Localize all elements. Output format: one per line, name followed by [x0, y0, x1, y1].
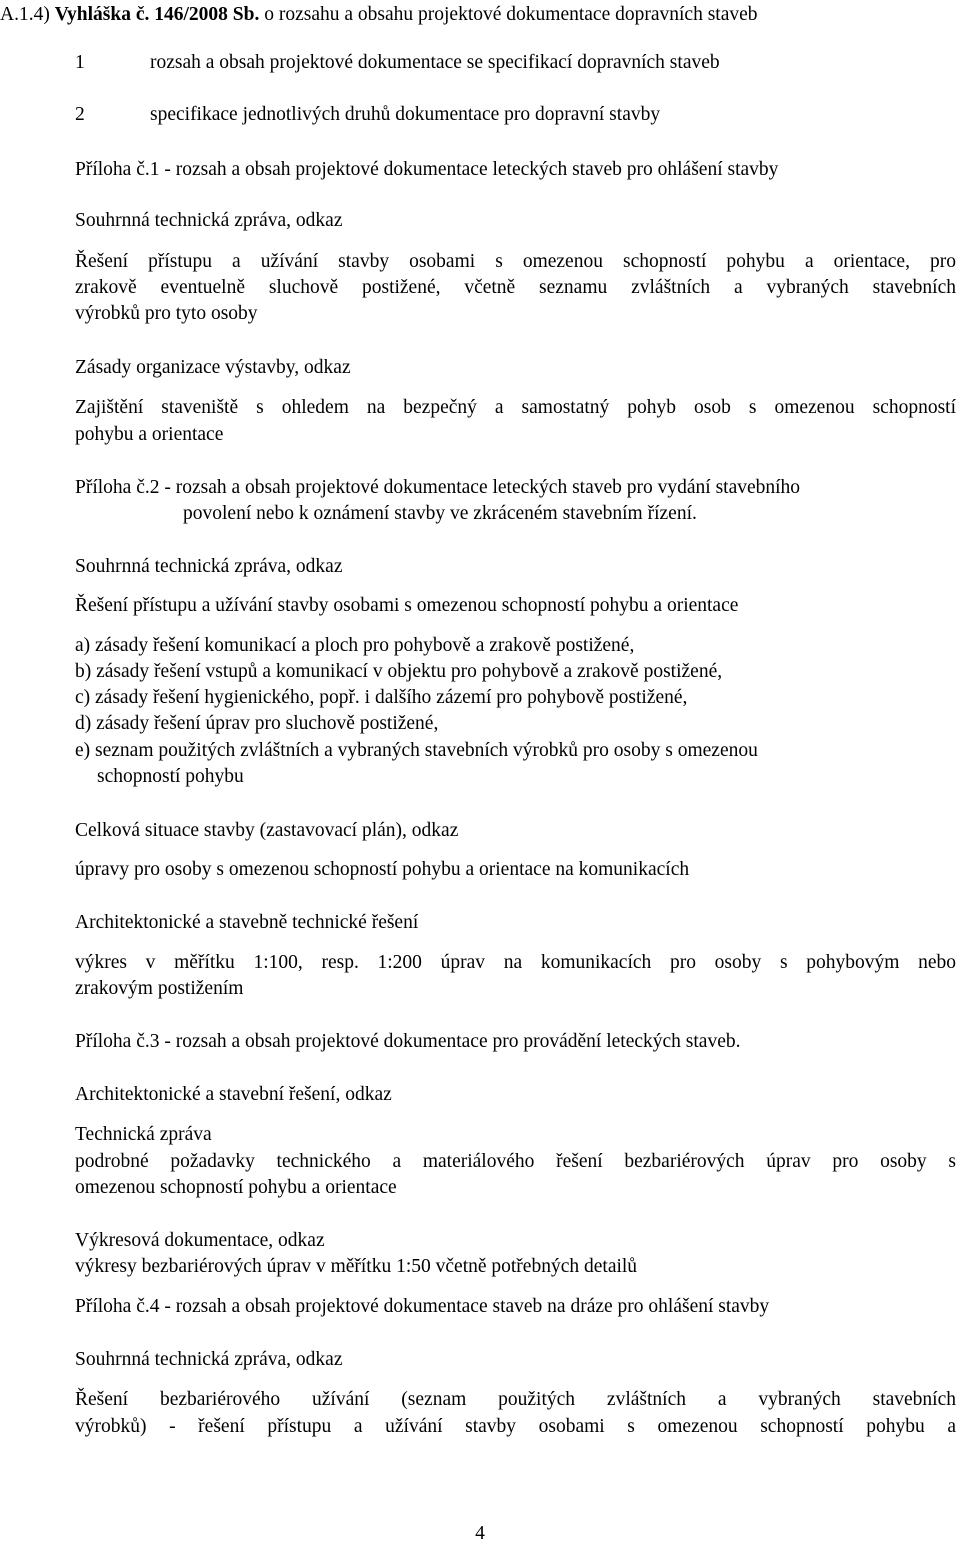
toc-item-1-number: 1	[75, 52, 85, 73]
priloha-2-section-3-line-2: zrakovým postižením	[75, 978, 244, 999]
priloha-3-section-1-line-1: podrobné požadavky technického a materiálového řešení bezbariérových úprav pro osoby s	[75, 1151, 956, 1172]
priloha-1-title: Příloha č.1 - rozsah a obsah projektové dokumentace leteckých staveb pro ohlášení stavby	[75, 159, 779, 180]
list-item-e-continuation: schopností pohybu	[97, 766, 244, 787]
priloha-1-section-1-heading: Souhrnná technická zpráva, odkaz	[75, 210, 343, 231]
priloha-3-section-2-heading: Výkresová dokumentace, odkaz	[75, 1230, 325, 1251]
priloha-4-title: Příloha č.4 - rozsah a obsah projektové dokumentace staveb na dráze pro ohlášení stavby	[75, 1296, 770, 1317]
toc-item-2-text: specifikace jednotlivých druhů dokumentace pro dopravní stavby	[150, 104, 661, 125]
toc-item-2-number: 2	[75, 104, 85, 125]
priloha-2-section-2-text: úpravy pro osoby s omezenou schopností pohybu a orientace na komunikacích	[75, 859, 690, 880]
priloha-4-section-1-line-2: výrobků) - řešení přístupu a užívání stavby osobami s omezenou schopností pohybu a	[75, 1416, 956, 1437]
priloha-3-section-2-text: výkresy bezbariérových úprav v měřítku 1:50 včetně potřebných detailů	[75, 1256, 638, 1277]
priloha-3-section-1-line-2: omezenou schopností pohybu a orientace	[75, 1177, 397, 1198]
priloha-3-title: Příloha č.3 - rozsah a obsah projektové dokumentace pro provádění leteckých staveb.	[75, 1031, 741, 1052]
priloha-2-title-line-2: povolení nebo k oznámení stavby ve zkráceném stavebním řízení.	[183, 503, 697, 524]
priloha-3-section-1-heading: Architektonické a stavební řešení, odkaz	[75, 1084, 392, 1105]
heading-rest-title: o rozsahu a obsahu projektové dokumentace dopravních staveb	[264, 4, 758, 25]
priloha-1-section-1-line-2: zrakově eventuelně sluchově postižené, včetně seznamu zvláštních a vybraných stavebních	[75, 277, 956, 298]
priloha-1-section-2-heading: Zásady organizace výstavby, odkaz	[75, 357, 351, 378]
priloha-2-title-line-1: Příloha č.2 - rozsah a obsah projektové dokumentace leteckých staveb pro vydání stavebního	[75, 477, 801, 498]
page-heading	[0, 3, 758, 27]
priloha-2-section-1-heading: Souhrnná technická zpráva, odkaz	[75, 556, 343, 577]
priloha-1-section-2-line-2: pohybu a orientace	[75, 424, 224, 445]
priloha-2-section-3-line-1: výkres v měřítku 1:100, resp. 1:200 úprav na komunikacích pro osoby s pohybovým nebo	[75, 952, 956, 973]
list-item-c: c) zásady řešení hygienického, popř. i dalšího zázemí pro pohybově postižené,	[75, 687, 688, 708]
priloha-1-section-1-line-1: Řešení přístupu a užívání stavby osobami s omezenou schopností pohybu a orientace, pro	[75, 251, 956, 272]
heading-bold-title: Vyhláška č. 146/2008 Sb.	[54, 4, 260, 25]
priloha-3-section-1-sub: Technická zpráva	[75, 1124, 212, 1145]
priloha-1-section-1-line-3: výrobků pro tyto osoby	[75, 303, 258, 324]
list-item-a: a) zásady řešení komunikací a ploch pro pohybově a zrakově postižené,	[75, 635, 635, 656]
list-item-e: e) seznam použitých zvláštních a vybraných stavebních výrobků pro osoby s omezenou	[75, 740, 758, 761]
priloha-2-section-2-heading: Celková situace stavby (zastavovací plán), odkaz	[75, 820, 459, 841]
list-item-b: b) zásady řešení vstupů a komunikací v objektu pro pohybově a zrakově postižené,	[75, 661, 723, 682]
list-item-d: d) zásady řešení úprav pro sluchově postižené,	[75, 713, 439, 734]
heading-prefix: A.1.4)	[0, 4, 50, 25]
priloha-2-section-1-sub: Řešení přístupu a užívání stavby osobami s omezenou schopností pohybu a orientace	[75, 595, 739, 616]
page-number: 4	[475, 1523, 485, 1544]
priloha-4-section-1-line-1: Řešení bezbariérového užívání (seznam použitých zvláštních a vybraných stavebních	[75, 1389, 956, 1410]
priloha-2-section-3-heading: Architektonické a stavebně technické řešení	[75, 912, 419, 933]
toc-item-1-text: rozsah a obsah projektové dokumentace se specifikací dopravních staveb	[150, 52, 720, 73]
priloha-1-section-2-line-1: Zajištění staveniště s ohledem na bezpečný a samostatný pohyb osob s omezenou schopností	[75, 397, 956, 418]
priloha-4-section-1-heading: Souhrnná technická zpráva, odkaz	[75, 1349, 343, 1370]
